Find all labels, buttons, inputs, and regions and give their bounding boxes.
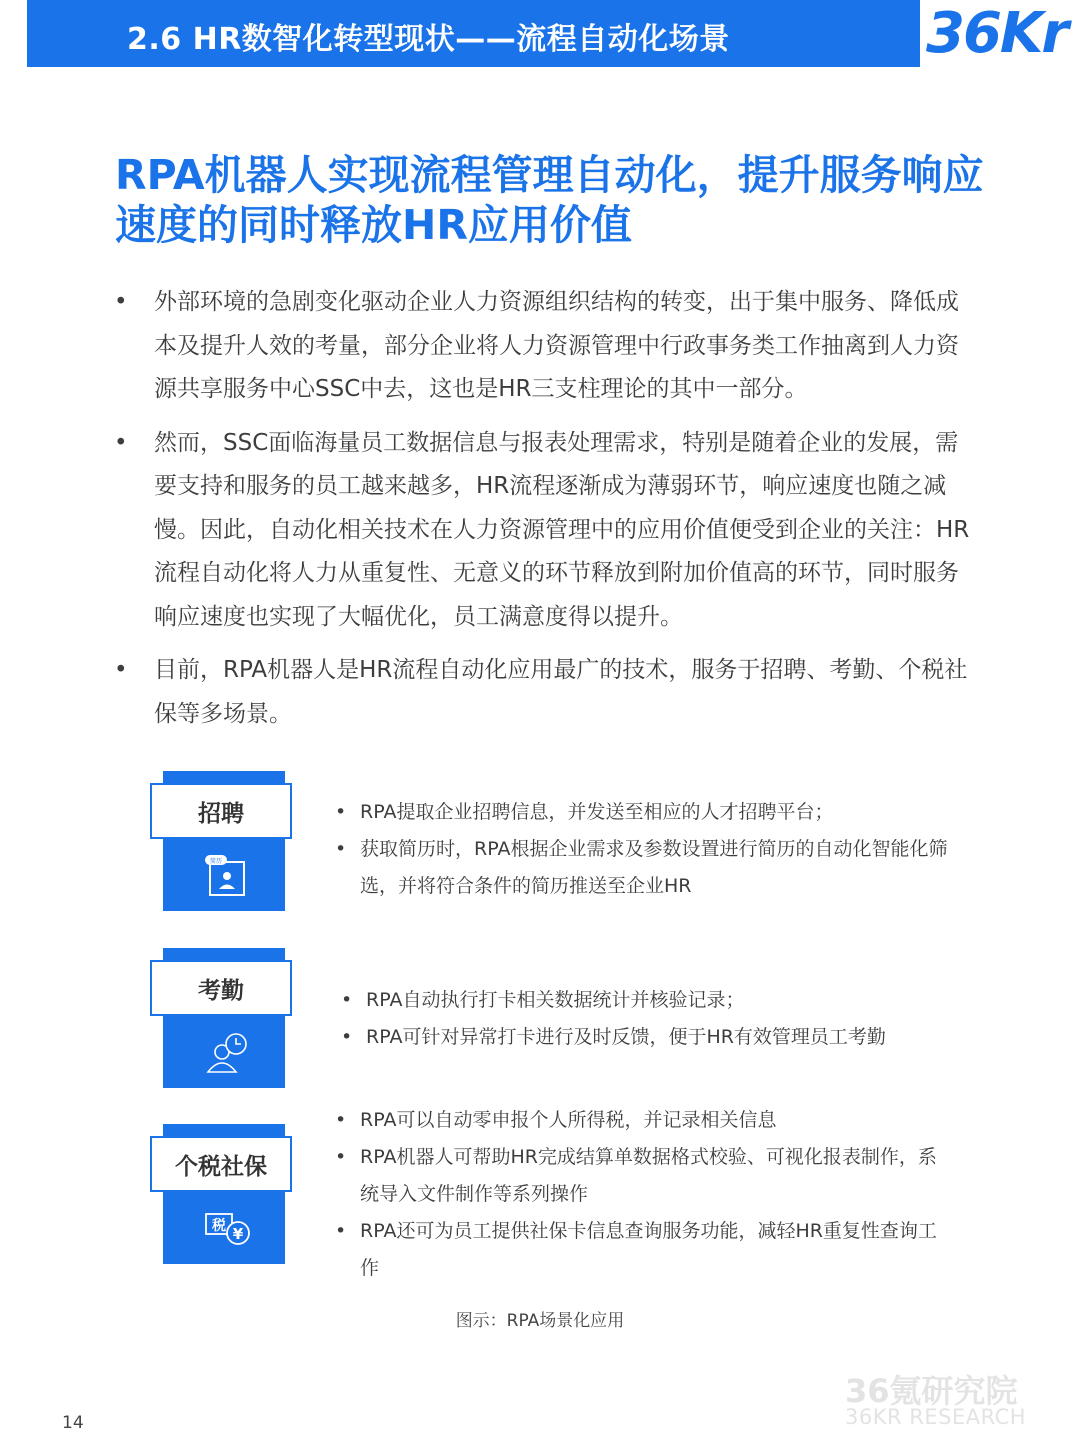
watermark-cn: 36氪研究院: [845, 1372, 1018, 1410]
bullet-dot: •: [114, 657, 128, 683]
section-title: 2.6 HR数智化转型现状——流程自动化场景: [127, 22, 730, 57]
bullet-dot: •: [114, 289, 128, 315]
scenario-item: • RPA提取企业招聘信息，并发送至相应的人才招聘平台；: [335, 801, 834, 823]
intro-bullet: [114, 281, 974, 412]
scenario-item: • 获取简历时，RPA根据企业需求及参数设置进行简历的自动化智能化筛选，并将符合条件的简历推送至企业HR: [335, 838, 948, 897]
page-title-line2: 速度的同时释放HR应用价值: [115, 201, 632, 249]
scenario-item-list: [333, 794, 953, 905]
scenario-attendance: [150, 948, 1030, 1098]
tax-yuan-icon: [203, 1206, 253, 1250]
scenario-item: • RPA还可为员工提供社保卡信息查询服务功能，减轻HR重复性查询工作: [335, 1220, 937, 1279]
scenario-item: • RPA自动执行打卡相关数据统计并核验记录；: [341, 989, 745, 1011]
tax-icon-text: 税: [212, 1218, 226, 1234]
scenario-item: • RPA可以自动零申报个人所得税，并记录相关信息: [335, 1109, 777, 1131]
page-number: 14: [62, 1413, 84, 1433]
category-label: 招聘: [150, 783, 292, 839]
logo-text: 36Kr: [926, 1, 1067, 66]
header-bar: [27, 0, 1053, 67]
brand-logo: [920, 0, 1067, 67]
bullet-dot: •: [114, 429, 128, 456]
bullet-text: 目前，RPA机器人是HR流程自动化应用最广的技术，服务于招聘、考勤、个税社保等多场景。: [154, 657, 968, 727]
attendance-clock-icon: [203, 1030, 253, 1074]
resume-icon-text: 简历: [209, 858, 223, 865]
scenario-item: • RPA可针对异常打卡进行及时反馈，便于HR有效管理员工考勤: [341, 1026, 886, 1048]
scenario-tax-social-security: [150, 1109, 1030, 1304]
intro-bullet: [114, 649, 974, 736]
page-title-line1: RPA机器人实现流程管理自动化，提升服务响应: [115, 151, 984, 199]
scenario-recruitment: [150, 771, 1030, 921]
bullet-text: 然而，SSC面临海量员工数据信息与报表处理需求，特别是随着企业的发展，需要支持和服务的员工越来越多，HR流程逐渐成为薄弱环节，响应速度也随之减慢。因此，自动化相关技术在人力资源管理中的应用价值便受到企业的关注：HR流程自动化将人力从重复性、无意义的环节释放到附加价值高的环节，同时服务响应速度也实现了大幅优化，员工满意度得以提升。: [154, 429, 970, 630]
scenario-item-list: [333, 1102, 953, 1287]
scenario-item-list: [339, 982, 959, 1056]
figure-caption: 图示：RPA场景化应用: [455, 1311, 625, 1331]
intro-bullet: [114, 422, 974, 640]
bullet-text: 外部环境的急剧变化驱动企业人力资源组织结构的转变，出于集中服务、降低成本及提升人效的考量，部分企业将人力资源管理中行政事务类工作抽离到人力资源共享服务中心SSC中去，这也是HR三支柱理论的其中一部分。: [154, 289, 959, 402]
resume-icon: [203, 853, 253, 897]
category-label: 考勤: [150, 960, 292, 1016]
yuan-icon-symbol: ¥: [232, 1225, 244, 1243]
page-title: [115, 150, 1015, 250]
category-label: 个税社保: [150, 1136, 292, 1192]
intro-bullet-list: [114, 281, 974, 746]
watermark-en: 36KR RESEARCH: [845, 1405, 1027, 1429]
scenario-item: • RPA机器人可帮助HR完成结算单数据格式校验、可视化报表制作，系统导入文件制作等系列操作: [335, 1146, 937, 1205]
